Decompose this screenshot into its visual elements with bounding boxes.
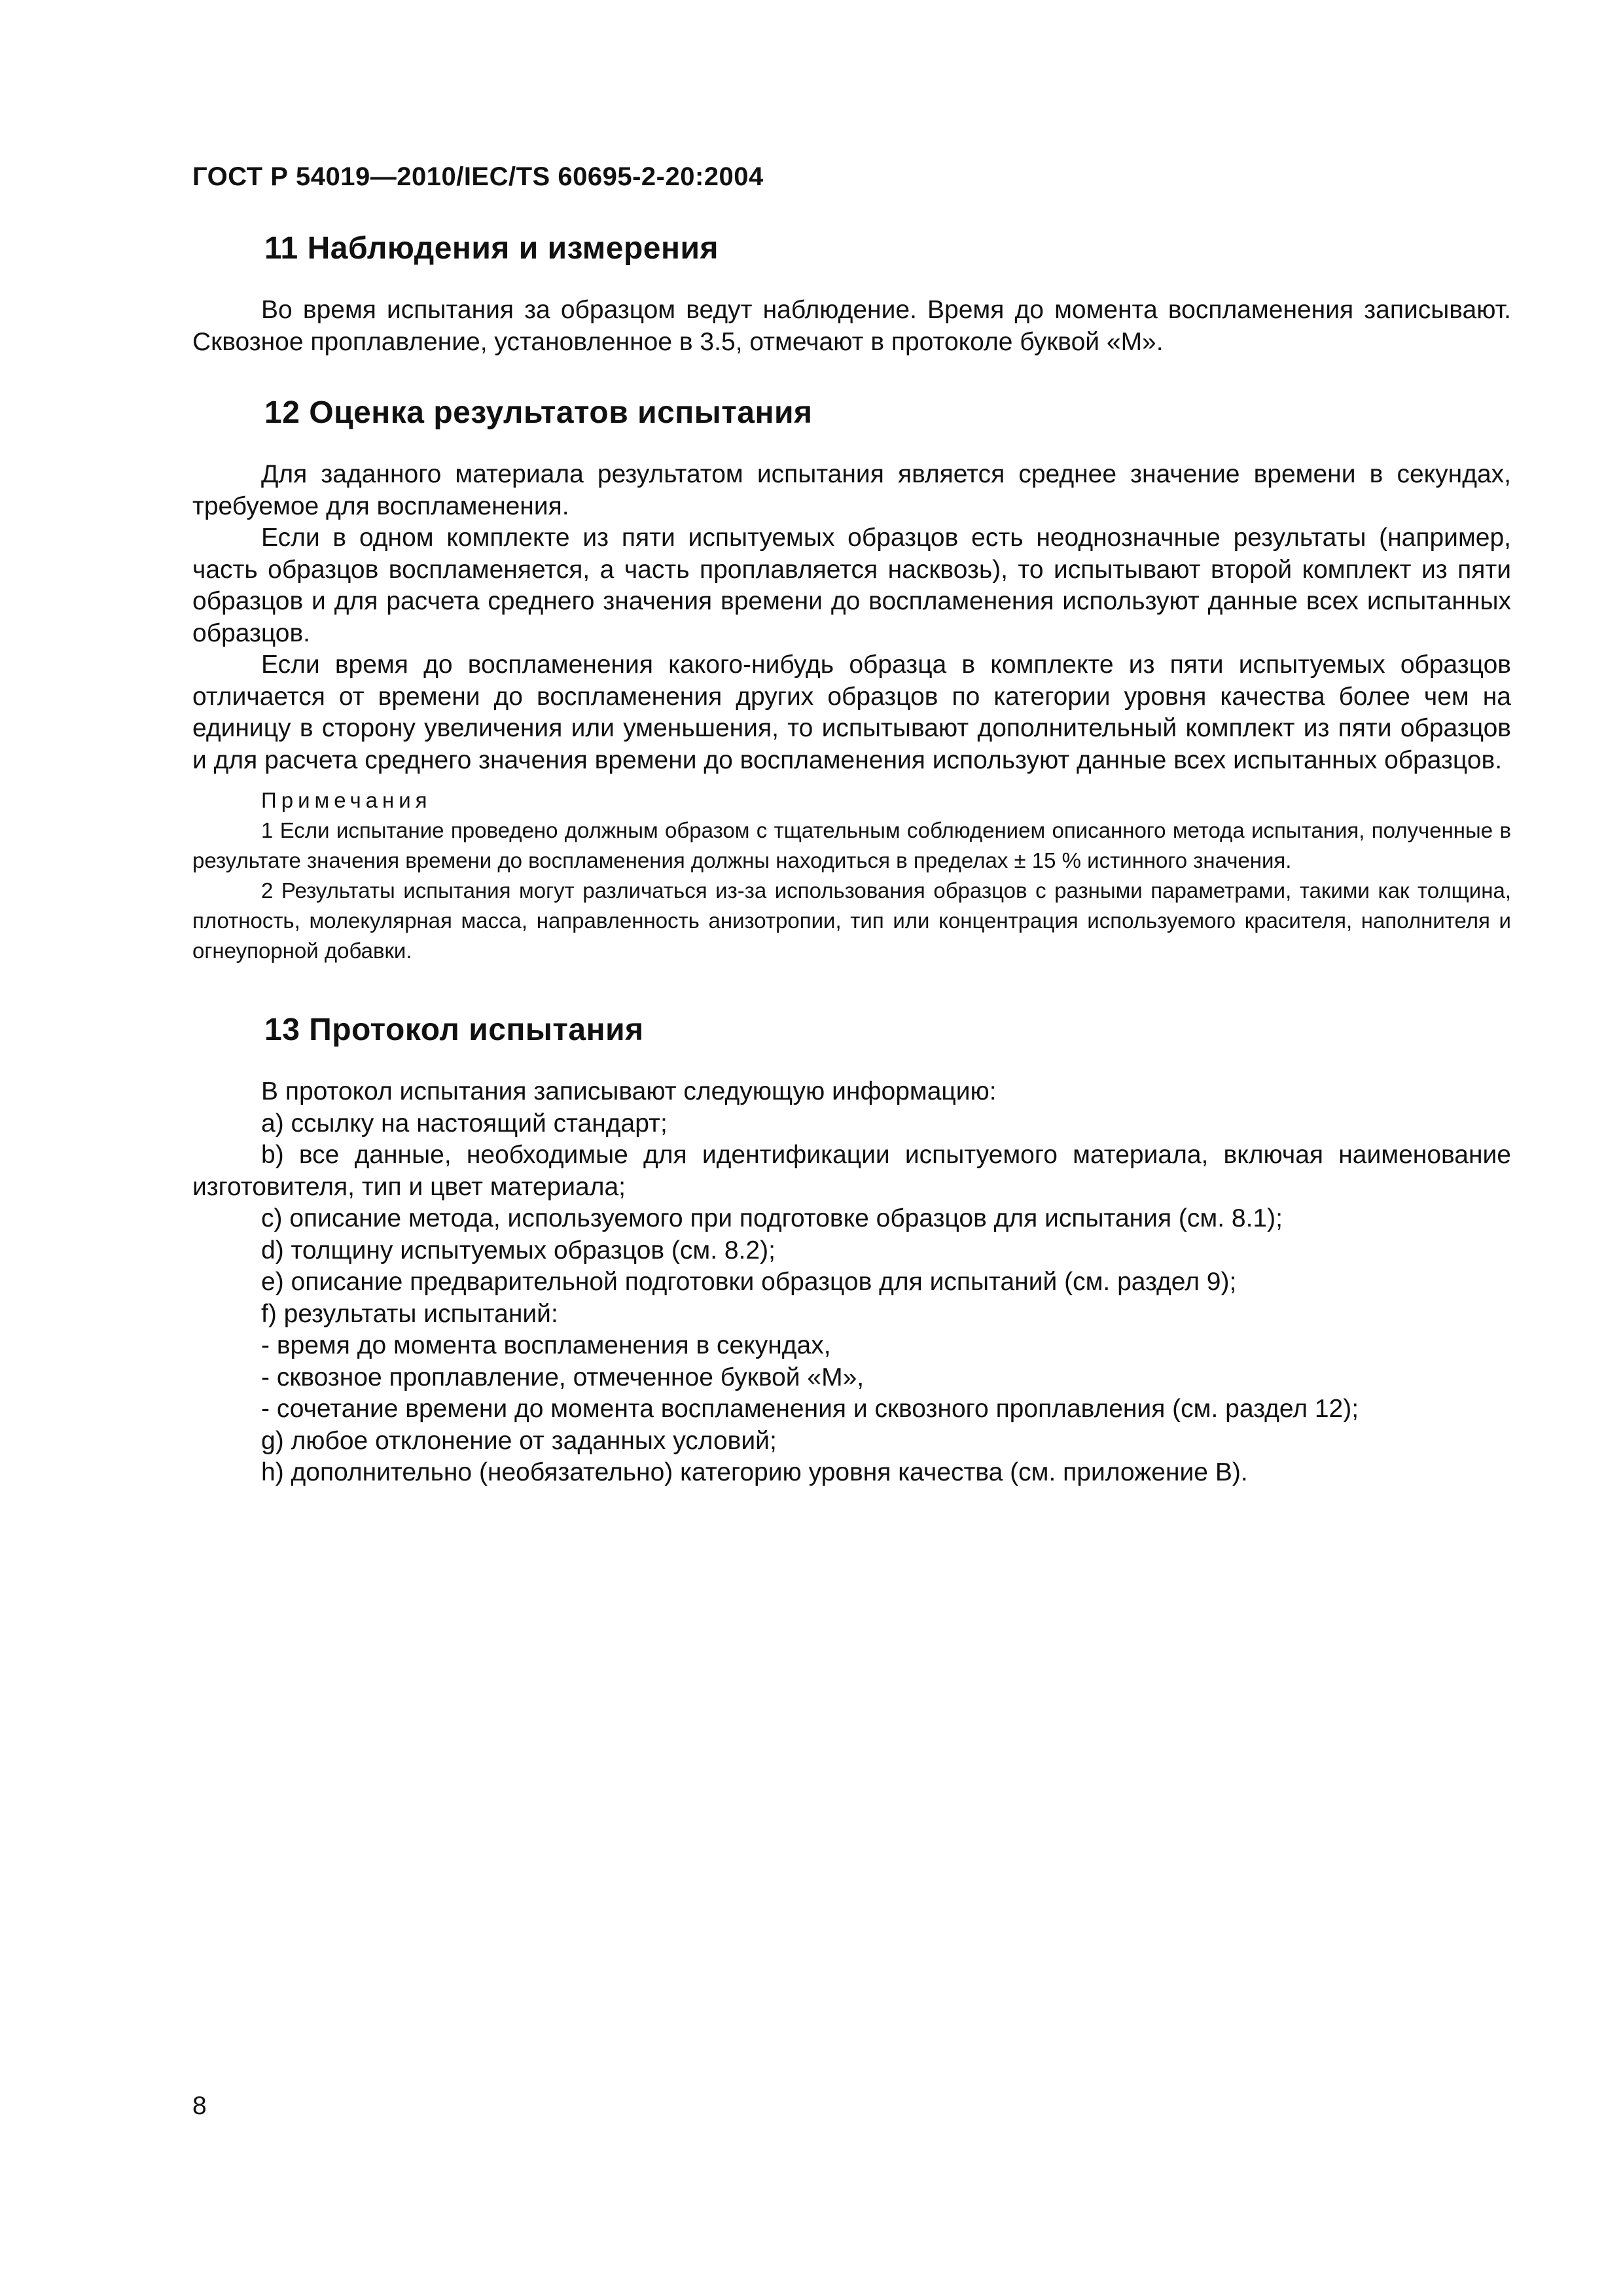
section-13-title: 13 Протокол испытания [264,1013,644,1047]
list-item: b) все данные, необходимые для идентификации испытуемого материала, включая наименование изготовителя, тип и цвет материала; [192,1141,1511,1201]
list-item: - время до момента воспламенения в секундах, [261,1331,831,1359]
page-number: 8 [192,2092,207,2120]
s12-paragraph-3: Если время до воспламенения какого-нибудь образца в комплекте из пяти испытуемых образцов отличается от времени до воспламенения других образцов по категории уровня качества более чем на единицу в сторону увеличения или уменьшения, то испытывают дополнительный комплект из пяти образцов и для расчета среднего значения времени до воспламенения используют данные всех испытанных образцов. [192,651,1511,774]
protocol-list [192,1076,1511,1489]
list-item: f) результаты испытаний: [261,1299,558,1328]
section-11-title: 11 Наблюдения и измерения [264,231,719,266]
section-12-title: 12 Оценка результатов испытания [264,395,813,430]
s12-paragraph-2: Если в одном комплекте из пяти испытуемых образцов есть неоднозначные результаты (например, часть образцов воспламеняется, а часть проплавляется насквозь), то испытывают второй комплект из пяти образцов и для расчета среднего значения времени до воспламенения используют данные всех испытанных образцов. [192,524,1511,647]
document-header: ГОСТ Р 54019—2010/IEC/TS 60695-2-20:2004 [192,162,764,191]
list-item: а) ссылку на настоящий стандарт; [261,1109,668,1138]
list-item: d) толщину испытуемых образцов (см. 8.2); [261,1236,776,1265]
note-1: 1 Если испытание проведено должным образом с тщательным соблюдением описанного метода испытания, полученные в результате значения времени до воспламенения должны находиться в пределах ± 15 % истинного значения. [192,818,1511,872]
list-item: g) любое отклонение от заданных условий; [261,1426,777,1455]
list-item: - сочетание времени до момента воспламенения и сквозного проплавления (см. раздел 12); [261,1395,1359,1423]
list-item: c) описание метода, используемого при подготовке образцов для испытания (см. 8.1); [261,1204,1283,1232]
s12-paragraph-1: Для заданного материала результатом испытания является среднее значение времени в секундах, требуемое для воспламенения. [192,460,1511,520]
s11-paragraph-1: Во время испытания за образцом ведут наблюдение. Время до момента воспламенения записывают. Сквозное проплавление, установленное в 3.5, отмечают в протоколе буквой «М». [192,296,1511,356]
protocol-intro: В протокол испытания записывают следующую информацию: [261,1077,997,1105]
note-2: 2 Результаты испытания могут различаться из-за использования образцов с разными параметрами, такими как толщина, плотность, молекулярная масса, направленность анизотропии, тип или концентрация используемого красителя, наполнителя и огнеупорной добавки. [192,878,1511,963]
list-item: h) дополнительно (необязательно) категорию уровня качества (см. приложение В). [261,1458,1248,1486]
notes-title: Примечания [261,788,432,812]
list-item: e) описание предварительной подготовки образцов для испытаний (см. раздел 9); [261,1268,1237,1296]
page-content [192,223,1511,1489]
list-item: - сквозное проплавление, отмеченное буквой «М», [261,1363,865,1391]
